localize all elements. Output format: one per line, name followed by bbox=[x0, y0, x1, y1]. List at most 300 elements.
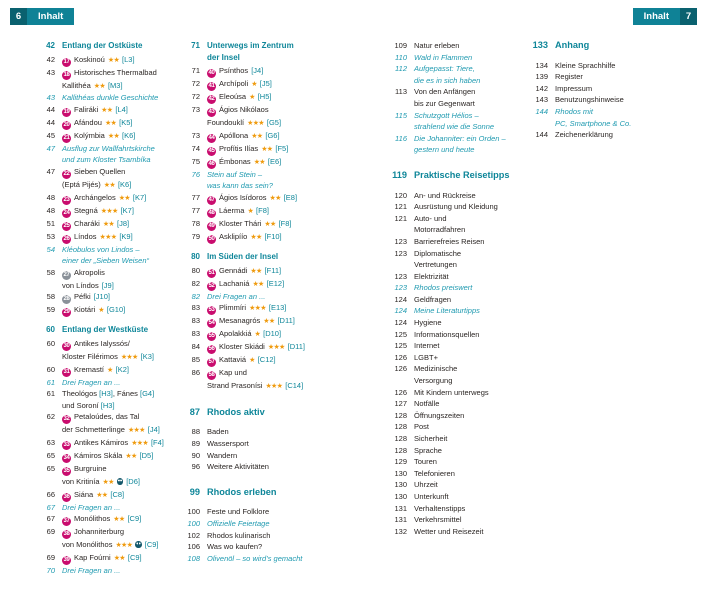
entry-title: Register bbox=[555, 72, 583, 82]
rating-stars: ★★ bbox=[251, 132, 263, 140]
rating-stars: ★ bbox=[249, 94, 255, 102]
entry-page-number: 108 bbox=[187, 553, 200, 563]
sight-number-badge: 51 bbox=[208, 269, 215, 276]
rating-stars: ★★ bbox=[125, 452, 137, 460]
entry-title: Mesanagrós bbox=[219, 316, 261, 326]
entry-title: Medizinische bbox=[414, 364, 458, 374]
entry-page-number: 134 bbox=[535, 60, 548, 70]
entry-page-number: 124 bbox=[394, 306, 407, 316]
toc-entry bbox=[38, 244, 184, 267]
toc-entry bbox=[38, 364, 184, 377]
entry-title: Elektrizität bbox=[414, 271, 449, 281]
entry-title: Péfki bbox=[74, 292, 91, 302]
entry-title: Wassersport bbox=[207, 438, 249, 448]
toc-entry bbox=[183, 143, 357, 156]
toc-entry bbox=[390, 410, 528, 422]
entry-title: Kallithéas dunkle Geschichte bbox=[62, 93, 159, 103]
entry-title: Burgruine bbox=[74, 463, 107, 473]
toc-entry bbox=[390, 433, 528, 445]
map-grid-ref: [E13] bbox=[268, 303, 287, 313]
sight-number-badge: 18 bbox=[63, 71, 70, 78]
entry-title: Stegná bbox=[74, 205, 98, 215]
rating-stars: ★★ bbox=[113, 516, 125, 524]
rating-stars: ★★★ bbox=[267, 344, 285, 352]
entry-page-number: 113 bbox=[395, 87, 407, 97]
sight-number-badge: 46 bbox=[208, 160, 215, 167]
sight-number-badge: 37 bbox=[63, 518, 70, 525]
entry-title: Kap Foúrni bbox=[74, 552, 111, 562]
toc-entry bbox=[183, 231, 357, 244]
map-grid-ref: [C9] bbox=[127, 552, 142, 562]
entry-title: Zeichenerklärung bbox=[555, 130, 613, 140]
entry-title: Verkehrsmittel bbox=[414, 515, 462, 525]
entry-title: Versorgung bbox=[414, 376, 453, 386]
entry-page-number: 65 bbox=[46, 463, 55, 473]
toc-entry bbox=[183, 553, 357, 565]
toc-entry bbox=[183, 341, 357, 354]
entry-page-number: 144 bbox=[535, 106, 548, 116]
toc-entry bbox=[531, 83, 693, 95]
entry-page-number: 131 bbox=[394, 503, 407, 513]
sight-number-badge: 48 bbox=[208, 209, 215, 216]
sight-number-badge: 28 bbox=[63, 296, 70, 303]
entry-title: Kattaviá bbox=[219, 355, 247, 365]
entry-page-number: 71 bbox=[191, 41, 200, 50]
rating-stars: ★★★ bbox=[120, 353, 138, 361]
entry-title: Natur erleben bbox=[414, 41, 460, 50]
sight-number-badge: 34 bbox=[63, 454, 70, 461]
toc-entry bbox=[183, 265, 357, 278]
toc-entry bbox=[183, 130, 357, 143]
toc-entry bbox=[38, 450, 184, 463]
entry-title: Die Johanniter: ein Orden – bbox=[414, 133, 506, 143]
entry-title: Hygiene bbox=[414, 318, 442, 328]
entry-page-number: 121 bbox=[394, 213, 407, 223]
entry-title: Diplomatische bbox=[414, 248, 462, 258]
toc-entry bbox=[531, 129, 693, 141]
toc-entry bbox=[183, 426, 357, 438]
entry-title: Entlang der Westküste bbox=[62, 325, 149, 335]
toc-entry bbox=[38, 552, 184, 565]
toc-entry bbox=[38, 40, 184, 52]
entry-page-number: 90 bbox=[191, 450, 200, 460]
entry-title: Geldfragen bbox=[414, 294, 452, 304]
rating-stars: ★★ bbox=[113, 554, 125, 562]
toc-entry bbox=[390, 398, 528, 410]
entry-title: die es in sich haben bbox=[414, 75, 481, 85]
entry-page-number: 128 bbox=[394, 410, 407, 420]
entry-title: Foundouklí bbox=[207, 118, 245, 128]
entry-title: Rhodos aktiv bbox=[207, 406, 265, 417]
toc-entry bbox=[38, 92, 184, 104]
toc-entry bbox=[183, 40, 357, 63]
sight-number-badge: 40 bbox=[208, 70, 215, 77]
entry-page-number: 58 bbox=[46, 292, 55, 302]
map-grid-ref: [J9] bbox=[101, 280, 114, 290]
entry-page-number: 42 bbox=[46, 41, 55, 50]
toc-entry bbox=[183, 315, 357, 328]
map-grid-ref: [C9] bbox=[144, 540, 159, 550]
sight-number-badge: 20 bbox=[63, 121, 70, 128]
entry-page-number: 82 bbox=[191, 291, 200, 301]
map-grid-ref: [G4] bbox=[139, 389, 155, 399]
page-header-left bbox=[10, 8, 74, 25]
entry-page-number: 120 bbox=[394, 190, 407, 200]
entry-title: und zum Kloster Tsambíka bbox=[62, 155, 151, 165]
sight-number-badge: 36 bbox=[63, 493, 70, 500]
sight-number-badge: 53 bbox=[208, 307, 215, 314]
toc-entry bbox=[38, 526, 184, 552]
entry-title: Theológos [H3], Fánes [G4] bbox=[62, 389, 155, 399]
entry-title: Faliráki bbox=[74, 104, 99, 114]
rating-stars: ★★ bbox=[269, 194, 281, 202]
entry-page-number: 124 bbox=[394, 318, 407, 328]
entry-title: Kloster Filérimos bbox=[62, 351, 118, 361]
entry-title: Stein auf Stein – bbox=[207, 169, 263, 179]
entry-title: Rhodos kulinarisch bbox=[207, 530, 271, 540]
map-grid-ref: [K5] bbox=[119, 117, 133, 127]
map-grid-ref: [G5] bbox=[266, 118, 282, 128]
toc-entry bbox=[390, 86, 528, 109]
entry-title: Im Süden der Insel bbox=[207, 251, 279, 261]
entry-page-number: 123 bbox=[394, 271, 407, 281]
toc-column-4 bbox=[531, 40, 693, 141]
map-grid-ref: [G10] bbox=[106, 305, 126, 315]
entry-title: Kolýmbia bbox=[74, 130, 105, 140]
rating-stars: ★★ bbox=[118, 194, 130, 202]
entry-title: (Eptá Pijés) bbox=[62, 179, 101, 189]
map-grid-ref: [D10] bbox=[263, 329, 282, 339]
entry-title: Barrierefreies Reisen bbox=[414, 236, 485, 246]
sight-number-badge: 57 bbox=[208, 359, 215, 366]
entry-page-number: 47 bbox=[46, 166, 55, 176]
entry-title: Wald in Flammen bbox=[414, 52, 473, 62]
rating-stars: ★★ bbox=[102, 220, 115, 228]
entry-title: Kloster Skiádi bbox=[219, 342, 265, 352]
rating-stars: ★★ bbox=[102, 478, 114, 486]
entry-title: Archípoli bbox=[219, 79, 249, 89]
sight-number-badge: 43 bbox=[208, 109, 215, 116]
entry-title: Ágios Nikólaos bbox=[219, 105, 269, 115]
toc-entry bbox=[183, 506, 357, 518]
toc-entry bbox=[38, 324, 184, 336]
entry-title: Eleoúsa bbox=[219, 92, 247, 102]
rating-stars: ★★★ bbox=[100, 207, 118, 215]
sight-number-badge: 25 bbox=[63, 222, 70, 229]
entry-title: Entlang der Ostküste bbox=[62, 41, 143, 50]
entry-page-number: 128 bbox=[394, 434, 407, 443]
entry-title: Motorradfahren bbox=[414, 225, 466, 235]
map-grid-ref: [D5] bbox=[139, 450, 154, 460]
entry-title: Telefonieren bbox=[414, 468, 455, 478]
entry-title: An- und Rückreise bbox=[414, 190, 476, 200]
toc-entry bbox=[390, 526, 528, 538]
entry-page-number: 73 bbox=[191, 105, 200, 115]
sight-number-badge: 32 bbox=[63, 416, 70, 423]
toc-entry bbox=[390, 201, 528, 213]
entry-page-number: 100 bbox=[187, 518, 200, 528]
map-grid-ref: [E12] bbox=[266, 278, 285, 288]
rating-stars: ★★ bbox=[261, 145, 273, 153]
entry-title: Historisches Thermalbad bbox=[74, 67, 157, 77]
owl-tip-icon bbox=[135, 541, 142, 548]
toc-entry bbox=[38, 489, 184, 502]
entry-page-number: 85 bbox=[191, 355, 200, 365]
toc-entry bbox=[183, 278, 357, 291]
entry-page-number: 86 bbox=[191, 368, 200, 378]
entry-title: Öffnungszeiten bbox=[414, 410, 465, 420]
entry-page-number: 102 bbox=[187, 530, 200, 540]
entry-title: Asklipíío bbox=[219, 231, 248, 241]
entry-page-number: 43 bbox=[46, 93, 55, 103]
map-grid-ref: [J4] bbox=[147, 425, 160, 435]
entry-page-number: 72 bbox=[191, 79, 200, 89]
entry-title: von Líndos bbox=[62, 280, 99, 290]
header-title: Inhalt bbox=[633, 8, 680, 25]
entry-title: Kleine Sprachhilfe bbox=[555, 60, 616, 70]
map-grid-ref: [H3] bbox=[100, 400, 115, 410]
entry-title: Rhodos preiswert bbox=[414, 283, 473, 293]
entry-title: Ausflug zur Wallfahrtskirche bbox=[62, 143, 155, 153]
rating-stars: ★ bbox=[249, 357, 255, 365]
map-grid-ref: [C8] bbox=[110, 489, 125, 499]
entry-page-number: 126 bbox=[394, 352, 407, 362]
entry-page-number: 99 bbox=[189, 486, 200, 497]
rating-stars: ★★★ bbox=[249, 305, 266, 313]
toc-entry bbox=[390, 294, 528, 306]
entry-page-number: 69 bbox=[46, 552, 55, 562]
entry-title: Kallithéa bbox=[62, 80, 91, 90]
entry-page-number: 69 bbox=[46, 527, 55, 537]
entry-page-number: 80 bbox=[191, 265, 200, 275]
toc-entry bbox=[38, 267, 184, 292]
entry-page-number: 84 bbox=[191, 342, 200, 352]
toc-entry bbox=[183, 169, 357, 192]
sight-number-badge: 41 bbox=[208, 83, 215, 90]
entry-title: Émbonas bbox=[219, 156, 251, 166]
entry-page-number: 144 bbox=[535, 130, 548, 140]
sight-number-badge: 33 bbox=[63, 441, 70, 448]
toc-entry bbox=[38, 205, 184, 218]
toc-entry bbox=[183, 367, 357, 393]
map-grid-ref: [H5] bbox=[257, 92, 272, 102]
entry-page-number: 142 bbox=[535, 83, 548, 93]
entry-page-number: 88 bbox=[191, 427, 200, 437]
entry-title: gestern und heute bbox=[414, 145, 475, 155]
entry-title: Mit Kindern unterwegs bbox=[414, 387, 489, 397]
entry-title: Sicherheit bbox=[414, 434, 448, 443]
map-grid-ref: [K3] bbox=[140, 351, 154, 361]
entry-title: Post bbox=[414, 422, 430, 432]
entry-title: Profítis Ilías bbox=[219, 143, 259, 153]
toc-entry bbox=[390, 271, 528, 283]
entry-title: Kap und bbox=[219, 368, 247, 378]
toc-entry bbox=[38, 143, 184, 166]
toc-entry bbox=[38, 166, 184, 192]
toc-entry bbox=[38, 130, 184, 143]
entry-title: und Soroní [H3] bbox=[62, 400, 115, 410]
rating-stars: ★★★ bbox=[99, 233, 117, 241]
toc-entry bbox=[38, 117, 184, 130]
rating-stars: ★★ bbox=[107, 56, 120, 64]
map-grid-ref: [K9] bbox=[119, 231, 133, 241]
rating-stars: ★★ bbox=[250, 267, 262, 275]
sight-number-badge: 24 bbox=[63, 209, 70, 216]
sight-number-badge: 39 bbox=[63, 556, 70, 563]
map-grid-ref: [J10] bbox=[93, 292, 110, 302]
entry-page-number: 74 bbox=[191, 143, 200, 153]
entry-title: bis zur Gegenwart bbox=[414, 98, 475, 108]
toc-entry bbox=[38, 463, 184, 489]
entry-title: Baden bbox=[207, 427, 229, 437]
sight-number-badge: 42 bbox=[208, 96, 215, 103]
entry-page-number: 130 bbox=[394, 480, 407, 490]
rating-stars: ★ bbox=[107, 366, 113, 374]
toc-entry bbox=[38, 192, 184, 205]
toc-entry bbox=[390, 170, 528, 182]
entry-title: Gennádi bbox=[219, 265, 248, 275]
entry-page-number: 54 bbox=[46, 244, 55, 254]
map-grid-ref: [E8] bbox=[283, 192, 298, 202]
toc-entry bbox=[38, 502, 184, 514]
entry-title: der Schmetterlinge bbox=[62, 425, 125, 435]
entry-title: Rhodos mit bbox=[555, 106, 593, 116]
entry-title: Drei Fragen an ... bbox=[207, 291, 266, 301]
entry-page-number: 43 bbox=[46, 67, 55, 77]
sight-number-badge: 26 bbox=[63, 235, 70, 242]
header-title: Inhalt bbox=[27, 8, 74, 25]
toc-entry bbox=[183, 91, 357, 104]
entry-title: Plimmíri bbox=[219, 303, 247, 313]
entry-page-number: 128 bbox=[394, 422, 407, 432]
sight-number-badge: 23 bbox=[63, 196, 70, 203]
toc-entry bbox=[183, 354, 357, 367]
toc-entry bbox=[183, 78, 357, 91]
toc-entry bbox=[38, 231, 184, 244]
entry-page-number: 116 bbox=[395, 133, 407, 143]
toc-column-2 bbox=[183, 40, 357, 564]
entry-title: Petaloúdes, das Tal bbox=[74, 412, 140, 422]
toc-entry bbox=[390, 352, 528, 364]
entry-page-number: 106 bbox=[187, 542, 200, 552]
map-grid-ref: [K6] bbox=[122, 130, 136, 140]
rating-stars: ★★ bbox=[250, 233, 262, 241]
sight-number-badge: 44 bbox=[208, 134, 215, 141]
entry-page-number: 61 bbox=[46, 377, 55, 387]
entry-title: Was wo kaufen? bbox=[207, 542, 263, 552]
rating-stars: ★★ bbox=[103, 181, 115, 189]
toc-entry bbox=[390, 190, 528, 202]
map-grid-ref: [K2] bbox=[115, 364, 129, 374]
entry-title: Láerma bbox=[219, 205, 245, 215]
toc-entry bbox=[183, 104, 357, 130]
toc-entry bbox=[390, 305, 528, 317]
entry-title: Apóllona bbox=[219, 130, 249, 140]
sight-number-badge: 50 bbox=[208, 235, 215, 242]
toc-entry bbox=[390, 52, 528, 64]
sight-number-badge: 38 bbox=[63, 531, 70, 538]
entry-title: Kiotári bbox=[74, 305, 96, 315]
toc-entry bbox=[531, 60, 693, 72]
toc-entry bbox=[183, 328, 357, 341]
map-grid-ref: [C12] bbox=[257, 355, 276, 365]
entry-title: Antikes Ialyssós/ bbox=[74, 338, 130, 348]
entry-page-number: 53 bbox=[46, 231, 55, 241]
toc-entry bbox=[390, 329, 528, 341]
entry-page-number: 60 bbox=[46, 364, 55, 374]
sight-number-badge: 31 bbox=[63, 368, 70, 375]
entry-page-number: 128 bbox=[394, 445, 407, 455]
entry-page-number: 123 bbox=[394, 236, 407, 246]
toc-entry bbox=[38, 388, 184, 411]
sight-number-badge: 27 bbox=[63, 271, 70, 278]
entry-title: Sieben Quellen bbox=[74, 166, 126, 176]
map-grid-ref: [G6] bbox=[265, 130, 280, 140]
toc-entry bbox=[390, 387, 528, 399]
entry-title: Charáki bbox=[74, 218, 100, 228]
entry-title: Schutzgott Hélios – bbox=[414, 110, 479, 120]
map-grid-ref: [K6] bbox=[117, 179, 132, 189]
map-grid-ref: [C14] bbox=[285, 381, 304, 391]
entry-page-number: 48 bbox=[46, 192, 55, 202]
map-grid-ref: [K7] bbox=[132, 192, 147, 202]
toc-entry bbox=[390, 479, 528, 491]
rating-stars: ★ bbox=[254, 331, 261, 339]
entry-page-number: 66 bbox=[46, 489, 55, 499]
entry-title: von Monólithos bbox=[62, 540, 113, 550]
toc-column-3 bbox=[390, 40, 528, 537]
sight-number-badge: 52 bbox=[208, 282, 215, 289]
toc-entry bbox=[183, 65, 357, 78]
entry-title: Offizielle Feiertage bbox=[207, 518, 270, 528]
toc-entry bbox=[183, 291, 357, 303]
toc-entry bbox=[38, 338, 184, 364]
entry-page-number: 126 bbox=[394, 387, 407, 397]
rating-stars: ★★★ bbox=[247, 120, 264, 128]
rating-stars: ★★ bbox=[253, 158, 265, 166]
entry-page-number: 115 bbox=[395, 110, 407, 120]
sight-number-badge: 45 bbox=[208, 147, 215, 154]
entry-page-number: 65 bbox=[46, 450, 55, 460]
toc-entry bbox=[183, 487, 357, 499]
map-grid-ref: [H3] bbox=[99, 389, 113, 399]
toc-entry bbox=[390, 40, 528, 52]
map-grid-ref: [F8] bbox=[256, 205, 269, 215]
entry-page-number: 76 bbox=[191, 169, 200, 179]
entry-title: Olivenöl – so wird’s gemacht bbox=[207, 553, 303, 563]
sight-number-badge: 49 bbox=[208, 222, 215, 229]
entry-page-number: 132 bbox=[394, 526, 407, 536]
toc-entry bbox=[390, 110, 528, 133]
toc-entry bbox=[38, 411, 184, 437]
toc-entry bbox=[38, 304, 184, 317]
entry-page-number: 82 bbox=[191, 278, 200, 288]
entry-title: Wetter und Reisezeit bbox=[414, 526, 484, 536]
entry-page-number: 72 bbox=[191, 92, 200, 102]
toc-entry bbox=[38, 67, 184, 93]
entry-title: Kléobulos von Lindos – bbox=[62, 244, 140, 254]
toc-entry bbox=[390, 421, 528, 433]
map-grid-ref: [D11] bbox=[287, 342, 306, 352]
map-grid-ref: [F10] bbox=[264, 231, 282, 241]
entry-title: LGBT+ bbox=[414, 352, 438, 362]
entry-page-number: 127 bbox=[394, 399, 407, 409]
entry-page-number: 48 bbox=[46, 205, 55, 215]
entry-title: Feste und Folklore bbox=[207, 507, 270, 517]
map-grid-ref: [L3] bbox=[122, 54, 135, 64]
entry-page-number: 121 bbox=[394, 202, 407, 212]
entry-page-number: 83 bbox=[191, 329, 200, 339]
